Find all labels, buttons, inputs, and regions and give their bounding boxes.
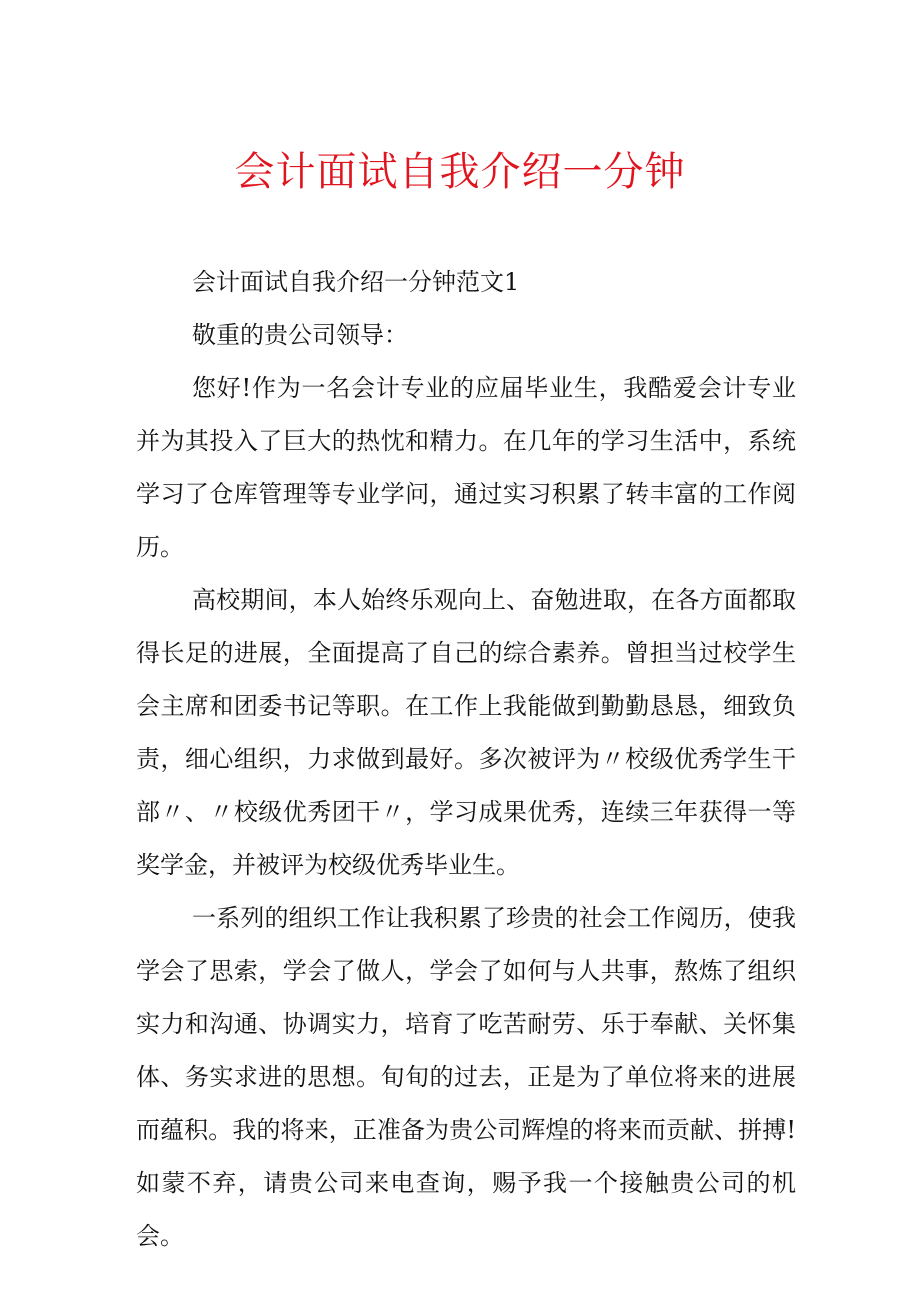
document-title: 会计面试自我介绍一分钟 [234,149,686,195]
document-body [136,256,796,1263]
salutation-paragraph: 敬重的贵公司领导： [192,321,408,349]
section-heading: 会计面试自我介绍一分钟范文1 [192,268,520,296]
body-paragraph-1: 您好!作为一名会计专业的应届毕业生，我酷爱会计专业并为其投入了巨大的热忱和精力。在几年的学习生活中，系统学习了仓库管理等专业学问，通过实习积累了转丰富的工作阅历。 [136,374,796,561]
body-paragraph-3: 一系列的组织工作让我积累了珍贵的社会工作阅历，使我学会了思索，学会了做人，学会了如何与人共事，熬炼了组织实力和沟通、协调实力，培育了吃苦耐劳、乐于奉献、关怀集体、务实求进的思想。旬旬的过去，正是为了单位将来的进展而蕴积。我的将来，正准备为贵公司辉煌的将来而贡献、拼搏!如蒙不弃，请贵公司来电查询，赐予我一个接触贵公司的机会。 [136,904,796,1250]
body-paragraph-2: 高校期间，本人始终乐观向上、奋勉进取，在各方面都取得长足的进展，全面提高了自己的综合素养。曾担当过校学生会主席和团委书记等职。在工作上我能做到勤勤恳恳，细致负责，细心组织，力求做到最好。多次被评为〃校级优秀学生干部〃、〃校级优秀团干〃，学习成果优秀，连续三年获得一等奖学金，并被评为校级优秀毕业生。 [136,586,796,879]
